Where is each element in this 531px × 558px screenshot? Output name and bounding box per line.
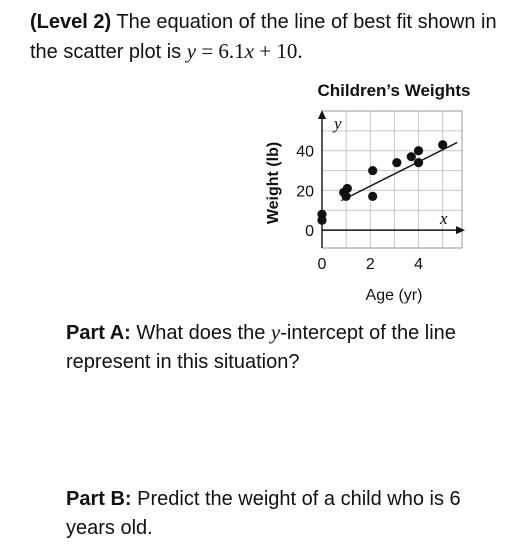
data-point xyxy=(368,192,377,201)
data-point xyxy=(392,158,401,167)
part-b-text: Predict the weight of a child who is 6 years old. xyxy=(66,488,461,539)
problem-intro: The equation of the line of best fit shown in the scatter plot is xyxy=(30,11,497,63)
equation-x: x xyxy=(244,39,254,63)
data-point xyxy=(343,184,352,193)
part-a-text-after: -intercept of the line represent in this situation? xyxy=(66,322,456,373)
part-b-question xyxy=(66,485,506,543)
y-axis-letter: y xyxy=(334,114,342,133)
x-axis-arrowhead xyxy=(456,226,465,234)
y-tick-label: 0 xyxy=(305,223,314,241)
x-tick-label: 4 xyxy=(414,256,424,273)
part-b-label: Part B: xyxy=(66,488,132,510)
equation-middle: = 6.1 xyxy=(196,39,245,63)
equation-tail: + 10. xyxy=(254,39,303,63)
part-a-text-before: What does the xyxy=(130,322,271,344)
part-a-variable: y xyxy=(270,320,281,344)
y-tick-label: 40 xyxy=(296,143,314,161)
y-tick-label: 20 xyxy=(296,183,314,201)
data-point xyxy=(414,146,423,155)
level-label: (Level 2) xyxy=(30,11,112,33)
data-point xyxy=(317,216,326,225)
y-axis-label: Weight (lb) xyxy=(265,141,282,225)
part-a-label: Part A: xyxy=(66,322,131,344)
part-a-question xyxy=(66,318,506,377)
data-point xyxy=(438,140,447,149)
data-point xyxy=(368,166,377,175)
x-tick-label: 0 xyxy=(317,256,327,273)
x-tick-label: 2 xyxy=(365,256,375,273)
data-point xyxy=(342,192,351,201)
x-axis-letter: x xyxy=(440,209,448,229)
data-point xyxy=(407,152,416,161)
chart-title: Children’s Weights xyxy=(317,81,471,100)
x-axis-label: Age (yr) xyxy=(365,287,423,304)
equation-y: y xyxy=(186,39,197,63)
data-point xyxy=(414,158,423,167)
